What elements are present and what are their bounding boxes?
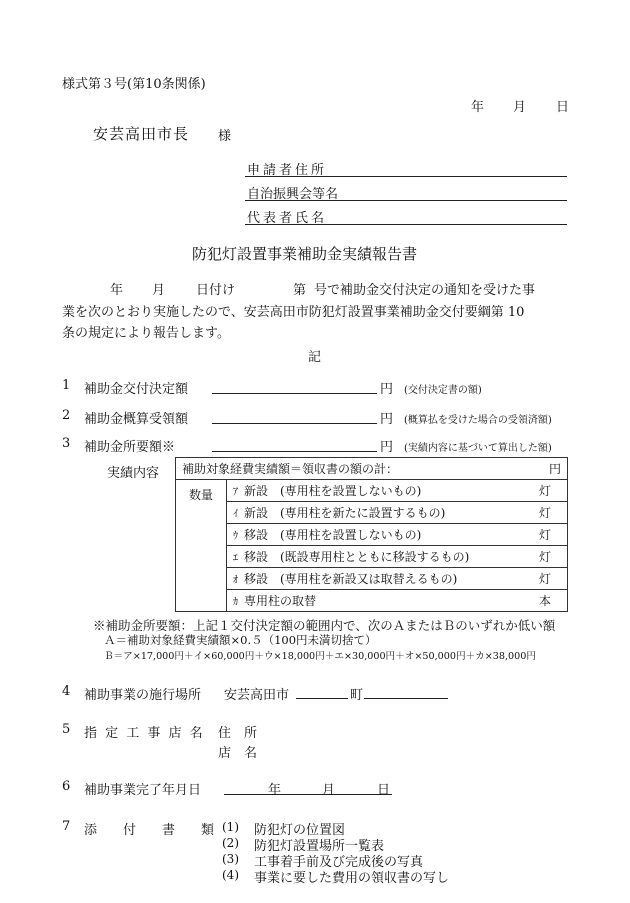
- date-month-label: 月: [513, 100, 527, 115]
- applicant-rep-label: 代表者氏名: [247, 211, 328, 226]
- amount-1-unit: 円: [380, 382, 394, 397]
- amount-2-field[interactable]: [212, 423, 377, 424]
- amount-3-note: (実績内容に基づいて算出した額): [404, 443, 552, 454]
- amount-2-label: 補助金概算受領額: [84, 412, 189, 427]
- item7-label: 添 付 書 類: [84, 823, 215, 838]
- note-line1: ※補助金所要額：上記１交付決定額の範囲内で、次のＡまたはＢのいずれか低い額: [93, 618, 556, 633]
- item5-address-label: 住 所: [218, 726, 258, 741]
- qty-row-c[interactable]: [227, 524, 568, 546]
- intro-month: 月: [152, 283, 166, 298]
- item5-label: 指 定 工 事 店 名: [84, 726, 205, 741]
- kana-e: ｵ: [233, 575, 238, 586]
- qty-row-b-text: 新設 (専用柱を新たに設置するもの): [244, 506, 446, 520]
- qty-row-d-text: 移設 (既設専用柱とともに移設するもの): [244, 550, 470, 564]
- amount-2-note: (概算払を受けた場合の受領済額): [404, 415, 552, 426]
- item6-year: 年: [268, 783, 282, 798]
- total-label: 補助対象経費実績額＝領収書の額の計：: [182, 462, 399, 476]
- document-title: 防犯灯設置事業補助金実績報告書: [192, 245, 418, 263]
- applicant-org-field[interactable]: [245, 200, 567, 201]
- qty-row-a-unit: 灯: [538, 484, 551, 498]
- amount-2-unit: 円: [380, 412, 394, 427]
- qty-row-f-text: 専用柱の取替: [244, 594, 317, 608]
- qty-row-f-unit: 本: [538, 594, 551, 608]
- qty-row-a-text: 新設 (専用柱を設置しないもの): [244, 484, 422, 498]
- item6-day: 日: [377, 783, 391, 798]
- intro-line1-rest: 号で補助金交付決定の通知を受けた事: [314, 283, 536, 298]
- qty-row-d-unit: 灯: [538, 550, 551, 564]
- kana-c: ｳ: [233, 531, 238, 542]
- attachment-3-text: 工事着手前及び完成後の写真: [254, 855, 424, 870]
- qty-row-e-unit: 灯: [538, 572, 551, 586]
- qty-row-a[interactable]: [227, 480, 568, 502]
- intro-date-suffix: 日付け: [196, 283, 236, 298]
- note-line3: Ｂ＝ア×17,000円＋イ×60,000円＋ウ×18,000円＋エ×30,000円＋オ×50,000円＋カ×38,000円: [104, 651, 536, 662]
- intro-line2: 業を次のとおり実施したので、安芸高田市防犯灯設置事業補助金交付要綱第 10: [62, 305, 525, 320]
- applicant-address-field[interactable]: [245, 176, 567, 177]
- item4-district-field[interactable]: [296, 698, 348, 699]
- applicant-rep-field[interactable]: [245, 224, 567, 225]
- amount-3-unit: 円: [380, 440, 394, 455]
- item6-label: 補助事業完了年月日: [84, 783, 202, 798]
- intro-year: 年: [110, 283, 124, 298]
- amount-3-label: 補助金所要額※: [84, 440, 176, 455]
- addressee-name: 安芸高田市長: [93, 125, 190, 143]
- kana-d: ｴ: [233, 553, 238, 564]
- item6-num: 6: [62, 779, 71, 794]
- amount-2-num: 2: [62, 408, 71, 423]
- note-line2: Ａ＝補助対象経費実績額×0.５（100円未満切捨て）: [104, 633, 377, 647]
- item4-label: 補助事業の施行場所: [84, 688, 202, 703]
- kana-f: ｶ: [233, 597, 238, 608]
- kana-a: ｱ: [233, 487, 238, 498]
- attachment-4-text: 事業に要した費用の領収書の写し: [254, 871, 450, 886]
- qty-row-e[interactable]: [227, 568, 568, 590]
- attachment-1-no: (1): [222, 820, 239, 834]
- applicant-address-label: 申請者住所: [247, 163, 328, 178]
- item6-month: 月: [322, 783, 336, 798]
- item6-date-field[interactable]: [224, 794, 392, 795]
- amount-1-field[interactable]: [212, 393, 377, 394]
- ki-heading: 記: [308, 350, 322, 365]
- date-year-label: 年: [471, 100, 485, 115]
- form-number: 様式第３号(第10条関係): [62, 77, 206, 92]
- qty-row-b[interactable]: [227, 502, 568, 524]
- qty-row-b-unit: 灯: [538, 506, 551, 520]
- qty-label: 数量: [176, 480, 227, 612]
- amount-3-field[interactable]: [212, 451, 377, 452]
- item4-city: 安芸高田市: [224, 688, 290, 703]
- kana-b: ｲ: [233, 509, 238, 520]
- attachment-3-no: (3): [222, 852, 239, 866]
- qty-row-d[interactable]: [227, 546, 568, 568]
- applicant-org-label: 自治振興会等名: [247, 187, 339, 202]
- attachment-2-no: (2): [222, 836, 239, 850]
- qty-row-e-text: 移設 (専用柱を新設又は取替えるもの): [244, 572, 458, 586]
- results-table: [175, 457, 568, 612]
- results-label: 実績内容: [107, 466, 160, 481]
- amount-1-label: 補助金交付決定額: [84, 382, 189, 397]
- attachment-4-no: (4): [222, 868, 239, 882]
- attachment-1-text: 防犯灯の位置図: [254, 823, 346, 838]
- item5-name-label: 店 名: [218, 746, 258, 761]
- item5-num: 5: [62, 722, 71, 737]
- addressee-honorific: 様: [218, 129, 232, 144]
- item7-num: 7: [62, 819, 71, 834]
- intro-number-prefix: 第: [293, 283, 307, 298]
- qty-row-c-text: 移設 (専用柱を設置しないもの): [244, 528, 422, 542]
- item4-address-field[interactable]: [364, 698, 448, 699]
- intro-line3: 条の規定により報告します。: [62, 326, 230, 341]
- amount-3-num: 3: [62, 436, 71, 451]
- attachment-2-text: 防犯灯設置場所一覧表: [254, 839, 385, 854]
- amount-1-num: 1: [62, 378, 71, 393]
- date-day-label: 日: [556, 100, 570, 115]
- qty-row-c-unit: 灯: [538, 528, 551, 542]
- qty-row-f[interactable]: [227, 590, 568, 612]
- amount-1-note: (交付決定書の額): [404, 385, 482, 396]
- total-row[interactable]: [176, 458, 568, 480]
- item4-num: 4: [62, 684, 71, 699]
- total-unit: 円: [548, 462, 561, 476]
- item4-town: 町: [350, 688, 364, 703]
